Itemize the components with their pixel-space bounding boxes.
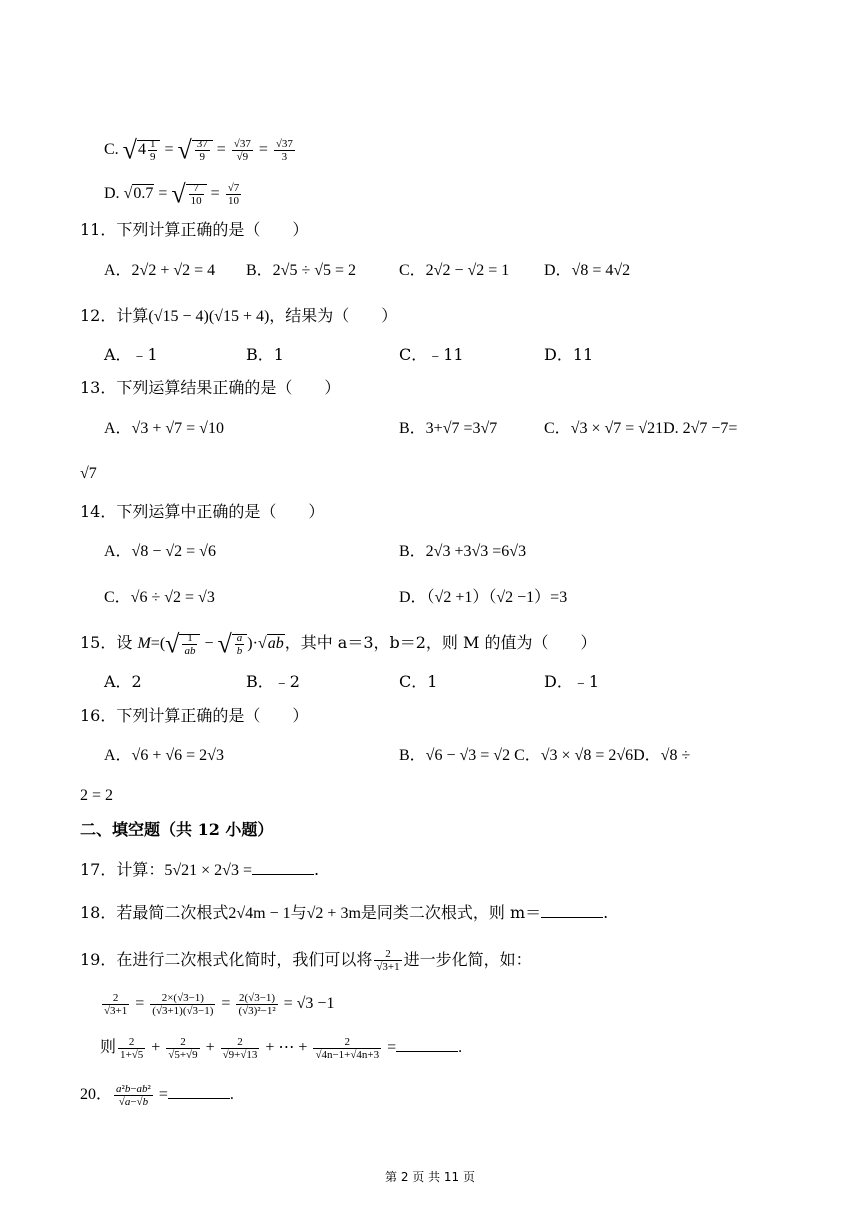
- q15-option-c: C．1: [399, 672, 438, 691]
- stem-text: .: [313, 860, 320, 879]
- section-title: 二、填空题（共 12 小题）: [80, 820, 274, 839]
- stem-text: .: [603, 903, 609, 922]
- q18: [80, 903, 608, 924]
- q20: 20． $\frac{\text{a²b−ab²}}{√a-√b}$ = .: [80, 1083, 234, 1108]
- q14-option-b: B．2√3 +3√3 =6√3: [399, 543, 527, 560]
- stem-text: 15．设: [80, 633, 133, 653]
- q14-option-d: D．（√2 +1）（√2 −1）=3: [399, 589, 568, 606]
- q19-example: $\frac{2}{√3+1}$ = $\frac{2\times(√3-1)}{(√3+1)(√3-1)}$ = $\frac{2(√3-1)}{\text{(√3)²−1²}}$ = √3 −1: [104, 992, 335, 1017]
- q12-option-c: C．﹣11: [399, 345, 464, 364]
- q19-sum: 则 $\frac{2}{1+√5}$ + $\frac{2}{√5+√9}$ + $\frac{2}{√9+√13}$ + ⋯ + $\frac{2}{√4n-1+√4n+3}$ = .: [100, 1036, 463, 1061]
- answer-blank[interactable]: [396, 1037, 458, 1052]
- q12-stem: [80, 306, 397, 327]
- math-expression: √4 $\frac{1}{9}$ = √ $\frac{37}{9}$ = $\frac{√37}{√9}$ = $\frac{√37}{3}$: [122, 135, 293, 165]
- q10-option-c: [104, 135, 297, 165]
- page-footer: 第 2 页 共 11 页: [385, 1170, 475, 1184]
- answer-blank[interactable]: [252, 860, 314, 875]
- answer-blank[interactable]: [168, 1084, 230, 1099]
- q10-option-d: [104, 179, 243, 209]
- option-label: C.: [104, 141, 119, 159]
- q12-option-a: A．﹣1: [104, 345, 158, 364]
- math-fraction: $\frac{2}{√3+1}$: [376, 948, 400, 973]
- stem-text: 18．若最简二次根式: [80, 903, 229, 922]
- stem-text: ，其中 a＝3，b＝2，则 M 的值为（ ）: [284, 633, 597, 653]
- q11-option-a: A．2√2 + √2 = 4: [104, 262, 216, 279]
- stem-text: 则: [100, 1039, 117, 1057]
- q11-stem: 11．下列计算正确的是（ ）: [80, 220, 309, 239]
- stem-text: 进一步化简，如：: [403, 950, 532, 969]
- q13-option-cd: C．√3 × √7 = √21D. 2√7 −7=: [544, 420, 738, 437]
- q16-option-bcd: B．√6 − √3 = √2 C．√3 × √8 = 2√6D．√8 ÷: [399, 747, 691, 764]
- q16-stem: 16．下列计算正确的是（ ）: [80, 706, 309, 725]
- q15-option-b: B．﹣2: [246, 672, 300, 691]
- math-expression: 2√4m − 1: [228, 905, 291, 922]
- q13-option-b: B．3+√7 =3√7: [399, 420, 498, 437]
- answer-blank[interactable]: [541, 903, 603, 918]
- math-expression: 5√21 × 2√3 =: [164, 862, 252, 879]
- q11-option-d: D．√8 = 4√2: [544, 262, 631, 279]
- q11-option-c: C．2√2 − √2 = 1: [399, 262, 510, 279]
- stem-text: 20．: [80, 1086, 113, 1104]
- stem-text: 17．计算：: [80, 860, 165, 879]
- q12-option-d: D．11: [544, 345, 594, 364]
- math-expression: √2 + 3m: [306, 905, 361, 922]
- option-label: D.: [104, 185, 120, 203]
- q14-stem: 14．下列运算中正确的是（ ）: [80, 502, 325, 521]
- q14-option-a: A．√8 − √2 = √6: [104, 543, 216, 560]
- stem-text: 是同类二次根式，则 m＝: [360, 903, 542, 922]
- q19-stem: [80, 948, 532, 973]
- math-expression: √0.7 = √ $\frac{7}{10}$ = $\frac{√7}{10}$: [123, 179, 240, 209]
- q16-option-a: A．√6 + √6 = 2√3: [104, 747, 224, 764]
- stem-text: .: [458, 1039, 463, 1057]
- q13-wrap: √7: [80, 465, 97, 482]
- math-expression: (√15 − 4)(√15 + 4): [148, 308, 270, 325]
- q17: [80, 860, 319, 881]
- q11-option-b: B．2√5 ÷ √5 = 2: [246, 262, 357, 279]
- q15-option-a: A．2: [104, 672, 142, 691]
- q12-option-b: B．1: [246, 345, 284, 364]
- stem-text: 19．在进行二次根式化简时，我们可以将: [80, 950, 373, 969]
- q15-option-d: D．﹣1: [544, 672, 600, 691]
- math-expression: M=(√ $\frac{1}{ab}$ − √ $\frac{a}{b}$ )·√ab: [137, 629, 284, 659]
- q16-wrap: 2 = 2: [80, 787, 114, 804]
- q14-option-c: C．√6 ÷ √2 = √3: [104, 589, 215, 606]
- q13-stem: 13．下列运算结果正确的是（ ）: [80, 378, 341, 397]
- q13-option-a: A．√3 + √7 = √10: [104, 420, 224, 437]
- stem-text: 12．计算: [80, 306, 149, 325]
- q15-stem: [80, 629, 597, 659]
- stem-text: 与: [290, 903, 307, 922]
- stem-text: ，结果为（ ）: [269, 306, 398, 325]
- stem-text: .: [229, 1086, 234, 1104]
